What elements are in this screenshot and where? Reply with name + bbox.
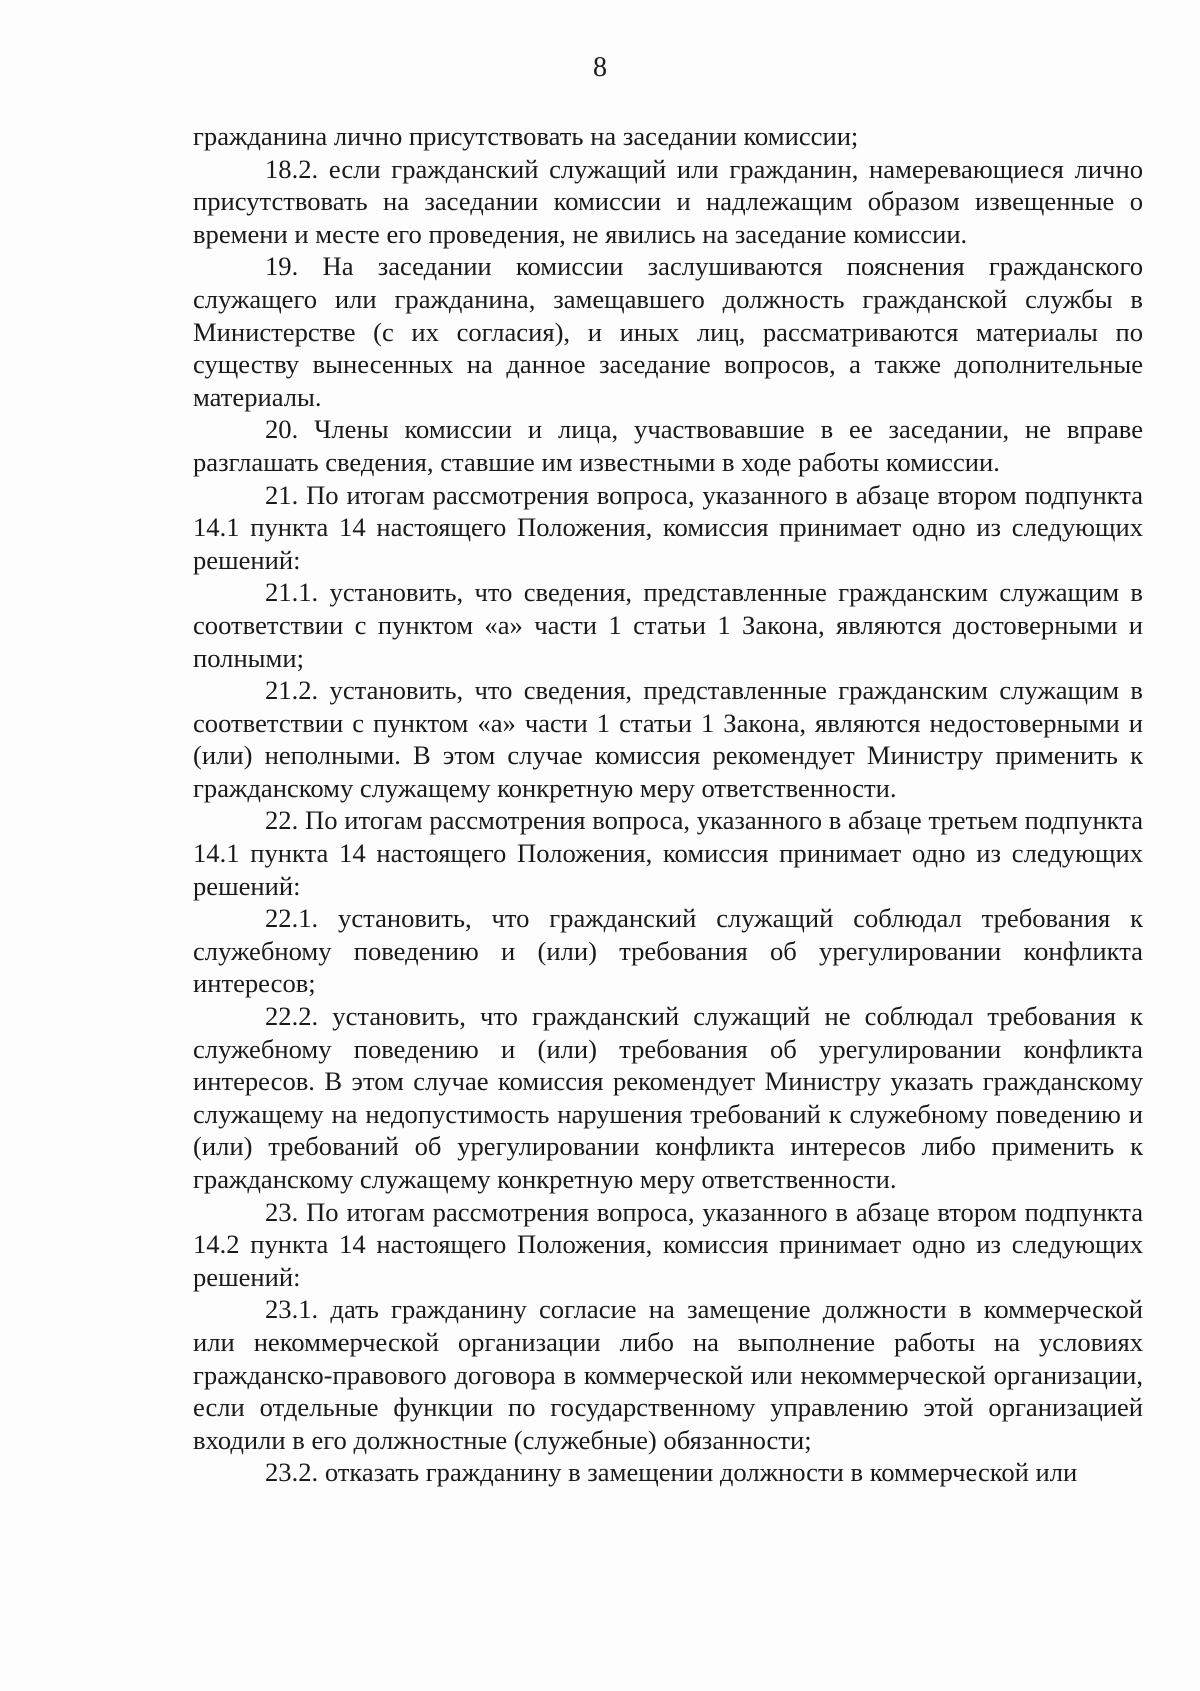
paragraph-22-1: 22.1. установить, что гражданский служащий соблюдал требования к служебному поведению и (или) требования об урегулировании конфликта интересов; — [193, 903, 1143, 999]
paragraph-continuation: гражданина лично присутствовать на заседании комиссии; — [193, 121, 859, 151]
paragraph-20: 20. Члены комиссии и лица, участвовавшие в ее заседании, не вправе разглашать сведения, ставшие им известными в ходе работы комиссии. — [193, 414, 1143, 477]
page-number: 8 — [593, 52, 607, 83]
paragraph-23-1: 23.1. дать гражданину согласие на замещение должности в коммерческой или некоммерческой организации либо на выполнение работы на условиях гражданско-правового договора в коммерческой или некоммерческой организации, если отдельные функции по государственному управлению этой организацией входили в его должностные (служебные) обязанности; — [193, 1294, 1143, 1455]
document-body — [193, 120, 1143, 1489]
paragraph-22-2: 22.2. установить, что гражданский служащий не соблюдал требования к служебному поведению и (или) требования об урегулировании конфликта интересов. В этом случае комиссия рекомендует Министру указать гражданскому служащему на недопустимость нарушения требований к служебному поведению и (или) требований об урегулировании конфликта интересов либо применить к гражданскому служащему конкретную меру ответственности. — [193, 1001, 1143, 1194]
paragraph-21-1: 21.1. установить, что сведения, представленные гражданским служащим в соответствии с пунктом «а» части 1 статьи 1 Закона, являются достоверными и полными; — [193, 577, 1143, 673]
paragraph-18-2: 18.2. если гражданский служащий или гражданин, намеревающиеся лично присутствовать на заседании комиссии и надлежащим образом извещенные о времени и месте его проведения, не явились на заседание комиссии. — [193, 153, 1143, 249]
paragraph-21: 21. По итогам рассмотрения вопроса, указанного в абзаце втором подпункта 14.1 пункта 14 настоящего Положения, комиссия принимает одно из следующих решений: — [193, 479, 1143, 575]
paragraph-23-2: 23.2. отказать гражданину в замещении должности в коммерческой или — [265, 1457, 1078, 1488]
paragraph-23: 23. По итогам рассмотрения вопроса, указанного в абзаце втором подпункта 14.2 пункта 14 настоящего Положения, комиссия принимает одно из следующих решений: — [193, 1196, 1143, 1292]
paragraph-22: 22. По итогам рассмотрения вопроса, указанного в абзаце третьем подпункта 14.1 пункта 14 настоящего Положения, комиссия принимает одно из следующих решений: — [193, 805, 1143, 901]
paragraph-21-2: 21.2. установить, что сведения, представленные гражданским служащим в соответствии с пунктом «а» части 1 статьи 1 Закона, являются недостоверными и (или) неполными. В этом случае комиссия рекомендует Министру применить к гражданскому служащему конкретную меру ответственности. — [193, 675, 1143, 803]
paragraph-19: 19. На заседании комиссии заслушиваются пояснения гражданского служащего или гражданина, замещавшего должность гражданской службы в Министерстве (с их согласия), и иных лиц, рассматриваются материалы по существу вынесенных на данное заседание вопросов, а также дополнительные материалы. — [193, 251, 1143, 412]
